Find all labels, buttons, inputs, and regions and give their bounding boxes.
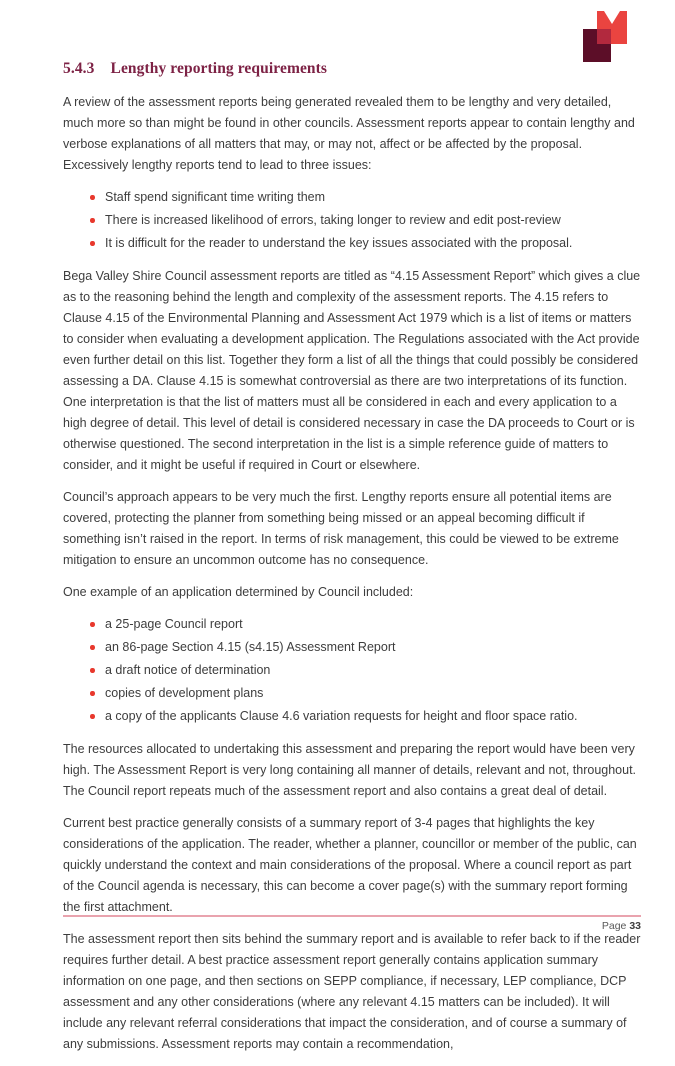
- paragraph-bega-valley: Bega Valley Shire Council assessment reports are titled as “4.15 Assessment Report” which gives a clue as to the reasoning behind the length and complexity of the assessment reports. The 4.15 refers to Clause 4.15 of the Environmental Planning and Assessment Act 1979 which is a list of items or matters to consider when evaluating a development application. The Regulations associated with the Act provide even further detail on this list. Together they form a list of all the things that could possibly be considered assessing a DA. Clause 4.15 is somewhat controversial as there are two interpretations of its function. One interpretation is that the list of matters must all be considered in each and every application to a high degree of detail. This level of detail is considered necessary in case the DA proceeds to Court or is otherwise questioned. The second interpretation in the list is a simple reference guide of matters to consider, and it might be useful if required in Court or elsewhere.: [63, 269, 641, 472]
- list-item: [63, 637, 641, 658]
- list-item-text: There is increased likelihood of errors, taking longer to review and edit post-review: [105, 213, 561, 227]
- list-item-text: Staff spend significant time writing them: [105, 190, 326, 204]
- paragraph-council-approach: Council’s approach appears to be very much the first. Lengthy reports ensure all potential items are covered, protecting the planner from something being missed or an appeal becoming difficult if something isn’t raised in the report. In terms of risk management, this could be viewed to be extreme mitigation to ensure an uncommon outcome has no consequence.: [63, 490, 619, 567]
- section-heading: [63, 60, 641, 78]
- list-item: [63, 187, 641, 208]
- bullet-dot-icon: [90, 668, 95, 673]
- logo-overlap-square: [597, 29, 611, 44]
- list-item-text: It is difficult for the reader to understand the key issues associated with the proposal.: [105, 236, 573, 250]
- issues-bullet-list: [63, 187, 641, 254]
- company-logo: [583, 10, 628, 62]
- page-number-value: 33: [629, 920, 641, 932]
- list-item: [63, 614, 641, 635]
- bullet-dot-icon: [90, 195, 95, 200]
- bullet-dot-icon: [90, 218, 95, 223]
- paragraph-example-intro: One example of an application determined by Council included:: [63, 585, 414, 599]
- list-item: [63, 660, 641, 681]
- list-item: [63, 683, 641, 704]
- bullet-dot-icon: [90, 691, 95, 696]
- list-item: [63, 233, 641, 254]
- list-item: [63, 706, 641, 727]
- page-label: Page: [601, 920, 627, 932]
- bullet-dot-icon: [90, 241, 95, 246]
- example-bullet-list: [63, 614, 641, 727]
- paragraph-resources: The resources allocated to undertaking this assessment and preparing the report would have been very high. The Assessment Report is very long containing all manner of details, relevant and not, throughout. The Council report repeats much of the assessment report and also contains a great deal of detail.: [63, 742, 637, 798]
- paragraph-best-practice: Current best practice generally consists of a summary report of 3-4 pages that highlights the key considerations of the application. The reader, whether a planner, councillor or member of the public, can quickly understand the context and main considerations of the proposal. Where a council report as part of the Council agenda is necessary, this can become a cover page(s) with the summary report forming the first attachment.: [63, 816, 637, 914]
- page-footer: [63, 915, 641, 932]
- section-number: 5.4.3: [63, 60, 95, 77]
- list-item-text: a 25-page Council report: [105, 617, 243, 631]
- list-item-text: copies of development plans: [105, 686, 264, 700]
- logo-squares-icon: [583, 10, 628, 62]
- list-item-text: a copy of the applicants Clause 4.6 variation requests for height and floor space ratio.: [105, 709, 578, 723]
- list-item-text: a draft notice of determination: [105, 663, 271, 677]
- page-number: [63, 920, 641, 932]
- bullet-dot-icon: [90, 645, 95, 650]
- bullet-dot-icon: [90, 714, 95, 719]
- section-title: Lengthy reporting requirements: [110, 60, 328, 77]
- bullet-dot-icon: [90, 622, 95, 627]
- paragraph-intro: A review of the assessment reports being generated revealed them to be lengthy and very detailed, much more so than might be found in other councils. Assessment reports appear to contain lengthy and verbose explanations of all matters that may, or may not, affect or be affected by the proposal. Excessively lengthy reports tend to lead to three issues:: [63, 95, 635, 172]
- list-item-text: an 86-page Section 4.15 (s4.15) Assessment Report: [105, 640, 396, 654]
- list-item: [63, 210, 641, 231]
- paragraph-assessment-report: The assessment report then sits behind the summary report and is available to refer back to if the reader requires further detail. A best practice assessment report generally contains application summary information on one page, and then sections on SEPP compliance, if necessary, LEP compliance, DCP assessment and any other considerations (where any relevant 4.15 matters can be included). It will include any relevant referral considerations that impact the consideration, and of course a summary of any submissions. Assessment reports may contain a recommendation,: [63, 932, 641, 1051]
- footer-divider: [63, 915, 641, 917]
